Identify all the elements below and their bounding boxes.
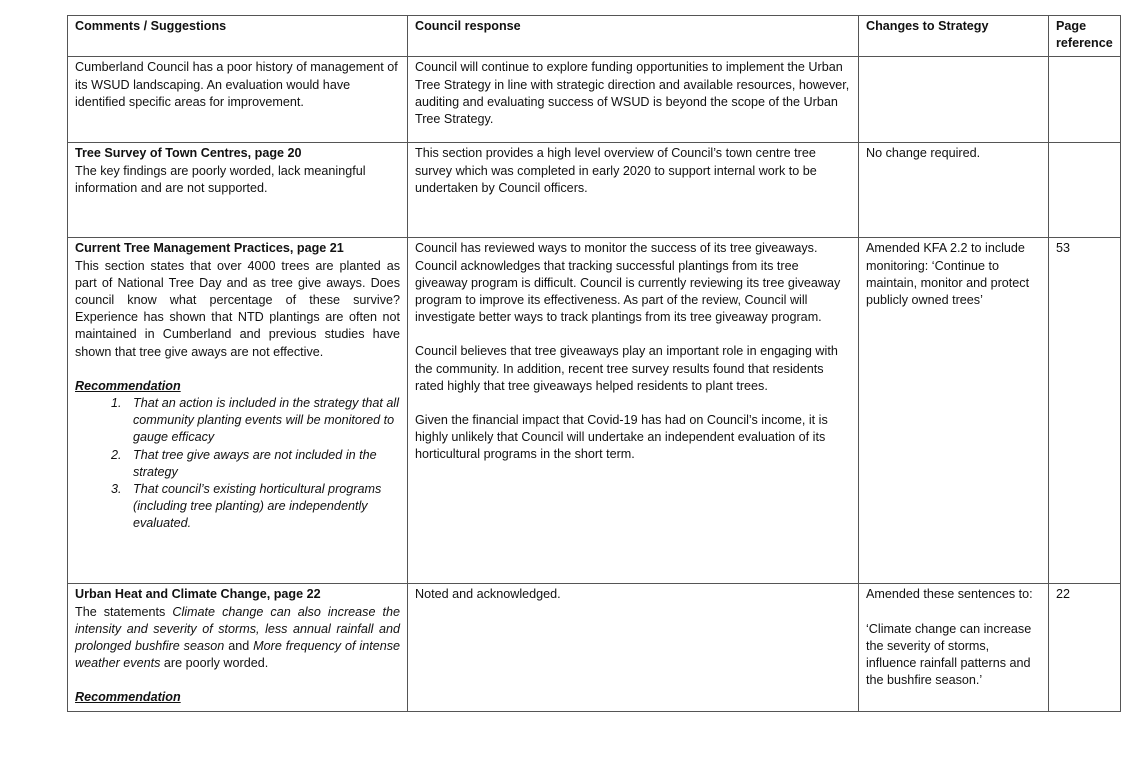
recommendation-label: Recommendation	[75, 378, 181, 393]
response-text: Council will continue to explore funding opportunities to implement the Urban Tree Strategy in line with strategic direction and available resources, however, auditing and evaluating success of WSUD is beyond the scope of the Urban Tree Strategy.	[415, 60, 850, 127]
list-item: 1. That an action is included in the strategy that all community planting events will be monitored to gauge efficacy	[125, 395, 400, 447]
header-page-reference: Page reference	[1049, 16, 1121, 57]
header-response: Council response	[408, 16, 859, 57]
response-paragraph: Council believes that tree giveaways play an important role in engaging with the community. In addition, recent tree survey results found that residents rated highly that tree giveaways helped residents to plant trees.	[415, 344, 838, 393]
response-paragraph: Given the financial impact that Covid-19 has had on Council’s income, it is highly unlikely that Council will undertake an independent evaluation of its horticultural programs in the short term.	[415, 413, 828, 462]
comment-text: The key findings are poorly worded, lack meaningful information and are not supported.	[75, 163, 366, 195]
header-row	[68, 16, 1121, 57]
page-ref-cell	[1049, 57, 1121, 143]
comment-heading: Tree Survey of Town Centres, page 20	[75, 146, 302, 161]
response-cell	[408, 584, 859, 711]
quoted-statement: More frequency of intense weather events	[75, 639, 401, 671]
table-row	[68, 584, 1121, 711]
list-item: 2. That tree give aways are not included in the strategy	[125, 447, 400, 481]
table-row	[68, 57, 1121, 143]
comment-cell	[68, 57, 408, 143]
change-cell	[859, 584, 1049, 711]
table-row	[68, 238, 1121, 584]
change-cell	[859, 57, 1049, 143]
page-ref-cell: 53	[1049, 238, 1121, 584]
comment-cell	[68, 143, 408, 238]
page-ref-cell	[1049, 143, 1121, 238]
comment-text: The statements Climate change can also increase the intensity and severity of storms, less annual rainfall and prolonged bushfire season and More frequency of intense weather events are poorly worded.	[75, 604, 401, 671]
response-cell	[408, 57, 859, 143]
comment-heading: Current Tree Management Practices, page 21	[75, 241, 344, 256]
response-text: Noted and acknowledged.	[415, 587, 561, 602]
comment-cell	[68, 584, 408, 711]
header-comments: Comments / Suggestions	[68, 16, 408, 57]
change-paragraph: Amended these sentences to:	[866, 587, 1033, 602]
page-ref-cell: 22	[1049, 584, 1121, 711]
comment-heading: Urban Heat and Climate Change, page 22	[75, 587, 321, 602]
change-cell: Amended KFA 2.2 to include monitoring: ‘Continue to maintain, monitor and protect publicly owned trees’	[859, 238, 1049, 584]
comment-cell	[68, 238, 408, 584]
change-cell: No change required.	[859, 143, 1049, 238]
header-changes: Changes to Strategy	[859, 16, 1049, 57]
table-row	[68, 143, 1121, 238]
change-paragraph: ‘Climate change can increase the severity of storms, influence rainfall patterns and the bushfire season.’	[866, 621, 1032, 688]
recommendation-list	[75, 395, 400, 533]
response-text: This section provides a high level overview of Council’s town centre tree survey which was completed in early 2020 to support internal work to be undertaken by Council officers.	[415, 146, 817, 195]
response-paragraph: Council has reviewed ways to monitor the success of its tree giveaways. Council acknowledges that tracking successful plantings from its tree giveaway program is difficult. Council is currently reviewing its tree giveaway program to improve its effectiveness. As part of the review, Council will investigate better ways to track plantings from its tree giveaway program.	[415, 241, 841, 325]
quoted-statement: Climate change can also increase the intensity and severity of storms, less annual rainfall and prolonged bushfire season	[75, 604, 400, 654]
response-cell	[408, 143, 859, 238]
comments-table	[67, 15, 1121, 712]
list-item: 3. That council’s existing horticultural programs (including tree planting) are independently evaluated.	[125, 481, 400, 533]
response-cell	[408, 238, 859, 584]
comment-text: Cumberland Council has a poor history of management of its WSUD landscaping. An evaluation would have identified specific areas for improvement.	[75, 60, 398, 109]
comment-text: This section states that over 4000 trees are planted as part of National Tree Day and as tree give aways. Does council know what percentage of these survive? Experience has shown that NTD plantings are often not maintained in Cumberland and previous studies have shown that tree give aways are not effective.	[75, 258, 400, 359]
recommendation-label: Recommendation	[75, 690, 181, 705]
